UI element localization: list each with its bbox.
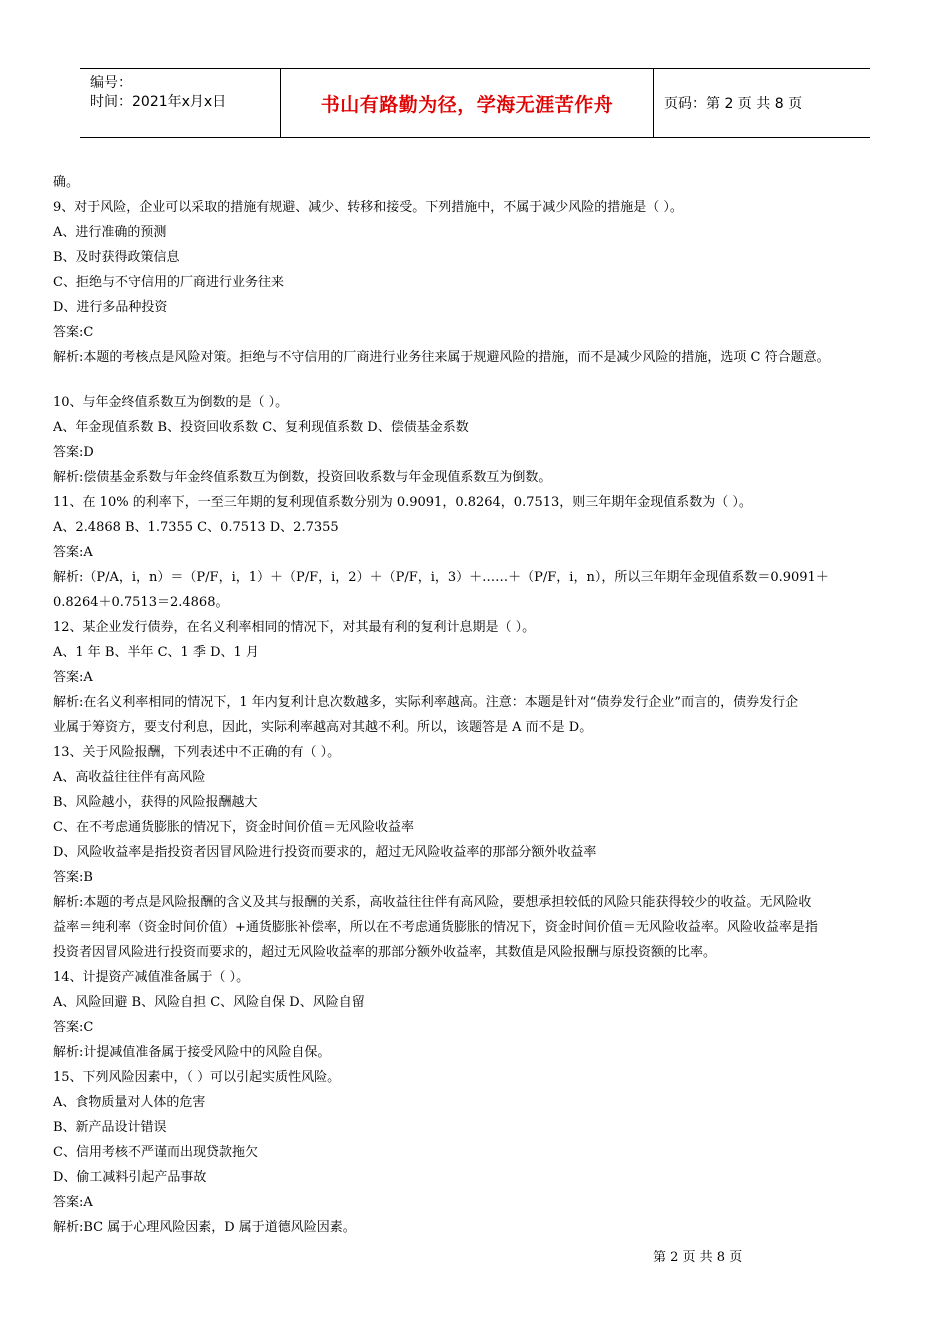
text-line: 15、下列风险因素中，（ ）可以引起实质性风险。 (53, 1070, 341, 1085)
text-line: A、年金现值系数 B、投资回收系数 C、复利现值系数 D、偿债基金系数 (53, 420, 469, 435)
text-line: C、信用考核不严谨而出现贷款拖欠 (53, 1145, 258, 1160)
text-line: 0.8264＋0.7513＝2.4868。 (53, 595, 229, 610)
text-line: 答案:A (53, 1195, 93, 1210)
page-header (80, 68, 870, 138)
text-line: 益率＝纯利率（资金时间价值）+通货膨胀补偿率，所以在不考虑通货膨胀的情况下，资金时间价值＝无风险收益率。风险收益率是指 (53, 920, 818, 935)
text-line: 14、计提资产减值准备属于（ ）。 (53, 970, 250, 985)
text-line: 12、某企业发行债券，在名义利率相同的情况下，对其最有利的复利计息期是（ ）。 (53, 620, 536, 635)
document-body (53, 170, 908, 1240)
text-line: D、风险收益率是指投资者因冒风险进行投资而要求的，超过无风险收益率的那部分额外收益率 (53, 845, 597, 860)
text-line: 解析:在名义利率相同的情况下，1 年内复利计息次数越多，实际利率越高。注意：本题是针对“债券发行企业”而言的，债券发行企 (53, 695, 799, 710)
text-line: B、及时获得政策信息 (53, 250, 180, 265)
text-line: 11、在 10% 的利率下，一至三年期的复利现值系数分别为 0.9091，0.8264，0.7513，则三年期年金现值系数为（ ）。 (53, 495, 752, 510)
text-line: D、偷工减料引起产品事故 (53, 1170, 207, 1185)
text-line: 投资者因冒风险进行投资而要求的，超过无风险收益率的那部分额外收益率，其数值是风险报酬与原投资额的比率。 (53, 945, 717, 960)
text-line: 10、与年金终值系数互为倒数的是（ ）。 (53, 395, 289, 410)
text-line: 13、关于风险报酬，下列表述中不正确的有（ ）。 (53, 745, 341, 760)
text-line: B、新产品设计错误 (53, 1120, 167, 1135)
motto-text: 书山有路勤为径，学海无涯苦作舟 (320, 93, 614, 116)
header-motto-cell (281, 69, 654, 137)
header-page-cell (654, 69, 880, 137)
text-line: D、进行多品种投资 (53, 300, 168, 315)
text-line: A、风险回避 B、风险自担 C、风险自保 D、风险自留 (53, 995, 365, 1010)
text-line: A、高收益往往伴有高风险 (53, 770, 206, 785)
text-line: 解析:本题的考点是风险报酬的含义及其与报酬的关系，高收益往往伴有高风险，要想承担较低的风险只能获得较少的收益。无风险收 (53, 895, 812, 910)
date-label: 时间：2021年x月x日 (90, 94, 227, 110)
text-line: A、1 年 B、半年 C、1 季 D、1 月 (53, 645, 259, 660)
text-line: B、风险越小，获得的风险报酬越大 (53, 795, 258, 810)
text-line: 解析:BC 属于心理风险因素，D 属于道德风险因素。 (53, 1220, 356, 1235)
page-number-label: 页码：第 2 页 共 8 页 (664, 96, 803, 112)
text-line: 解析:计提减值准备属于接受风险中的风险自保。 (53, 1045, 331, 1060)
text-line: 答案:D (53, 445, 94, 460)
text-line: 业属于筹资方，要支付利息，因此，实际利率越高对其越不利。所以，该题答是 A 而不是 D。 (53, 720, 593, 735)
text-line: 答案:C (53, 325, 94, 340)
text-line: 9、对于风险，企业可以采取的措施有规避、减少、转移和接受。下列措施中，不属于减少风险的措施是（ ）。 (53, 200, 683, 215)
text-line: 解析:偿债基金系数与年金终值系数互为倒数，投资回收系数与年金现值系数互为倒数。 (53, 470, 552, 485)
text-line: 确。 (53, 175, 80, 190)
text-line: 答案:B (53, 870, 93, 885)
text-line: 解析:（P/A，i，n）＝（P/F，i，1）＋（P/F，i，2）＋（P/F，i，3）＋……＋（P/F，i，n），所以三年期年金现值系数＝0.9091＋ (53, 570, 829, 585)
text-line: C、在不考虑通货膨胀的情况下，资金时间价值＝无风险收益率 (53, 820, 414, 835)
serial-number-label: 编号： (90, 75, 132, 91)
text-line: A、食物质量对人体的危害 (53, 1095, 206, 1110)
text-line: 解析:本题的考核点是风险对策。拒绝与不守信用的厂商进行业务往来属于规避风险的措施，而不是减少风险的措施，选项 C 符合题意。 (53, 350, 830, 365)
text-line: 答案:C (53, 1020, 94, 1035)
text-line: 答案:A (53, 670, 93, 685)
text-line: A、2.4868 B、1.7355 C、0.7513 D、2.7355 (53, 520, 339, 535)
text-line: A、进行准确的预测 (53, 225, 167, 240)
text-line: 答案:A (53, 545, 93, 560)
blank-line (53, 370, 908, 390)
page-footer: 第 2 页 共 8 页 (653, 1250, 743, 1265)
header-info-cell (80, 69, 281, 137)
text-line: C、拒绝与不守信用的厂商进行业务往来 (53, 275, 284, 290)
